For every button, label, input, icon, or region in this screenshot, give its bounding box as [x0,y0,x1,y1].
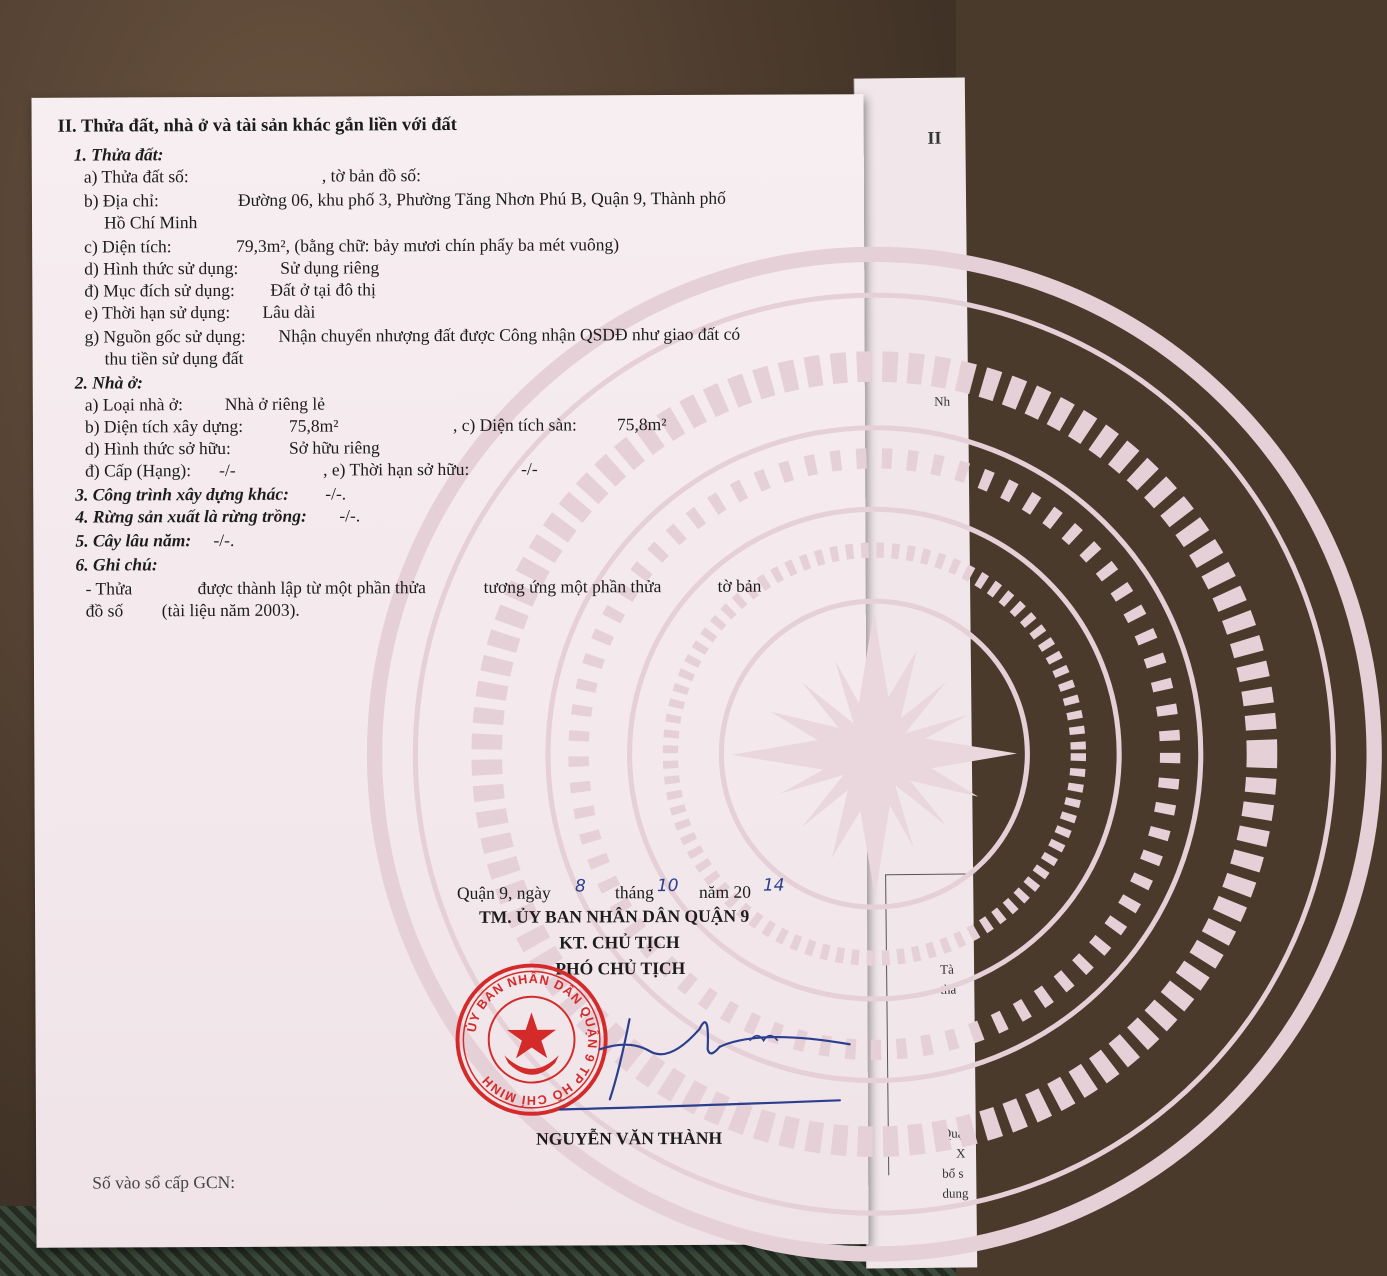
adjacent-page-text: X [955,1145,966,1161]
land-origin-value-cont: thu tiền sử dụng đất [104,347,244,369]
note-text: đồ số [85,600,124,621]
house-term-value: -/- [521,458,538,479]
notes-heading: 6. Ghi chú: [75,554,158,575]
house-heading: 2. Nhà ở: [74,372,143,393]
other-works-heading: 3. Công trình xây dựng khác: [75,483,289,505]
adjacent-page-text: Nh [934,393,951,409]
issue-month-handwritten: 10 [656,876,679,897]
note-text: - Thửa [85,578,133,599]
adjacent-page-text: bổ s [942,1165,964,1181]
land-address-value-cont: Hồ Chí Minh [103,212,198,233]
section-title: II. Thửa đất, nhà ở và tài sản khác gắn liền với đất [57,114,457,137]
house-type-value: Nhà ở riêng lẻ [224,393,326,414]
issue-year-label: năm 20 [698,881,752,902]
land-origin-label: g) Nguồn gốc sử dụng: [84,325,246,347]
adjacent-page-text: Tà [940,961,954,977]
land-heading: 1. Thửa đất: [73,144,164,165]
issue-day-handwritten: 8 [574,876,586,897]
forest-heading: 4. Rừng sản xuất là rừng trồng: [75,505,307,527]
house-floor-area-label: , c) Diện tích sàn: [452,414,577,435]
handwritten-signature [559,988,860,1119]
signer-name: NGUYỄN VĂN THÀNH [535,1127,723,1149]
note-text: tương ứng một phần thửa [483,576,662,597]
land-term-label: e) Thời hạn sử dụng: [84,301,231,323]
certificate-page [31,94,868,1248]
note-text: được thành lập từ một phần thửa [197,577,426,599]
adjacent-page-text: tha [940,981,957,997]
signer-role-1: KT. CHỦ TỊCH [559,932,680,953]
issue-date-prefix: Quận 9, ngày [456,882,551,903]
adjacent-page-text: Quậ [941,1125,964,1141]
svg-text:ỦY BAN NHÂN DÂN QUẬN 9 TP HỒ C: ỦY BAN NHÂN DÂN QUẬN 9 TP HỒ CHÍ MINH [464,971,600,1108]
land-area-value: 79,3m², (bằng chữ: bảy mươi chín phẩy ba mét vuông) [236,234,620,256]
note-text: (tài liệu năm 2003). [161,599,300,621]
issuing-authority: TM. ỦY BAN NHÂN DÂN QUẬN 9 [479,905,750,927]
house-grade-value: -/- [219,459,236,481]
house-ownership-value: Sở hữu riêng [288,437,380,458]
other-works-value: -/-. [325,483,347,504]
forest-value: -/-. [339,505,361,526]
house-ownership-label: d) Hình thức sở hữu: [84,437,231,459]
house-type-label: a) Loại nhà ở: [84,394,184,415]
land-parcel-label: a) Thửa đất số: [83,166,189,187]
land-address-value: Đường 06, khu phố 3, Phường Tăng Nhơn Phú B, Quận 9, Thành phố [237,187,726,210]
land-use-form-value: Sử dụng riêng [280,257,380,278]
certificate-register-label: Số vào sổ cấp GCN: [92,1171,236,1193]
land-origin-value: Nhận chuyển nhượng đất được Công nhận QSDĐ như giao đất có [278,323,741,346]
issue-month-label: tháng [614,882,654,903]
house-floor-area-value: 75,8m² [616,414,667,435]
note-text: tờ bản [717,575,762,596]
house-build-area-value: 75,8m² [288,415,339,436]
land-purpose-label: đ) Mục đích sử dụng: [84,279,235,301]
house-build-area-label: b) Diện tích xây dựng: [84,415,244,437]
perennial-value: -/-. [213,529,235,551]
house-grade-label: đ) Cấp (Hạng): [85,460,192,481]
signer-role-2: PHÓ CHỦ TỊCH [555,957,686,979]
land-map-sheet-label: , tờ bản đồ số: [321,165,422,186]
land-use-form-label: d) Hình thức sử dụng: [84,257,239,279]
land-address-label: b) Địa chỉ: [83,190,159,211]
adjacent-page-text: dung [942,1185,969,1201]
land-area-label: c) Diện tích: [84,236,172,257]
perennial-heading: 5. Cây lâu năm: [75,530,192,551]
issue-year-handwritten: 14 [762,875,785,896]
land-term-value: Lâu dài [262,301,316,322]
house-term-label: , e) Thời hạn sở hữu: [323,458,470,480]
adjacent-page-text: II [927,127,942,148]
land-purpose-value: Đất ở tại đô thị [270,279,376,300]
